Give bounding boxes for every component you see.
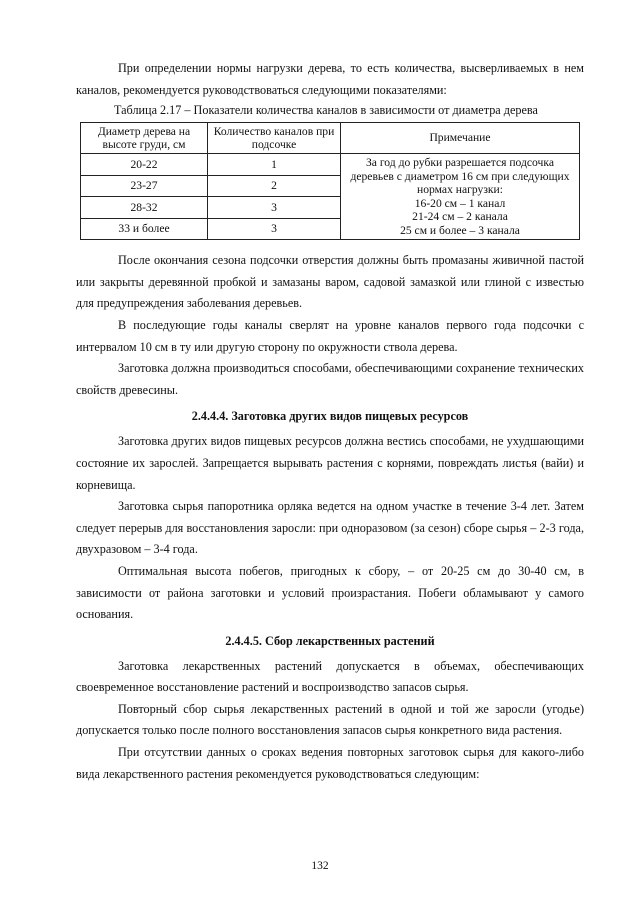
note-cell: [341, 154, 580, 240]
paragraph-no-data: При отсутствии данных о сроках ведения повторных заготовок сырья для какого-либо вида лекарственного растения рекомендуется руководствоваться следующим:: [76, 745, 584, 781]
diameter-cell: 20-22: [81, 154, 208, 176]
paragraph-drilling: В последующие годы каналы сверлят на уровне каналов первого года подсочки с интервалом 10 см в ту или другую сторону по окружности ствола дерева.: [76, 317, 584, 354]
paragraph-shoot-height: Оптимальная высота побегов, пригодных к сбору, – от 20-25 см до 30-40 см, в зависимости от района заготовки и условий произрастания. Побеги обламывают у самого основания.: [76, 563, 584, 622]
diameter-cell: 28-32: [81, 197, 208, 219]
paragraph-sealing: После окончания сезона подсочки отверстия должны быть промазаны живичной пастой или закрыты деревянной пробкой и замазаны варом, садовой замазкой или глиной с известью для предупреждения заболевания деревьев.: [76, 253, 584, 311]
page-number: 132: [311, 860, 329, 872]
paragraph-fern: Заготовка сырья папоротника орляка ведется на одном участке в течение 3-4 лет. Затем следует перерыв для восстановления заросли: при одноразовом (за сезон) сборе сырья – 2-3 года, двухразовом – 3-4 года.: [76, 499, 584, 557]
diameter-cell: 33 и более: [81, 218, 208, 240]
channels-cell: 3: [208, 218, 341, 240]
channels-cell: 3: [208, 197, 341, 219]
note-text: За год до рубки разрешается подсочка деревьев с диаметром 16 см при следующих нормах нагрузки:: [350, 156, 570, 197]
note-norm-2: 21-24 см – 2 канала: [412, 210, 508, 224]
section-heading-food-resources: 2.4.4.4. Заготовка других видов пищевых ресурсов: [191, 409, 469, 424]
paragraph-food-methods: Заготовка других видов пищевых ресурсов должна вестись способами, не ухудшающими состояние их зарослей. Запрещается вырывать растения с корнями, повреждать листья (вайи) и корневища.: [76, 434, 584, 492]
intro-paragraph: При определении нормы нагрузки дерева, то есть количества, высверливаемых в нем каналов, рекомендуется руководствоваться следующими показателями:: [76, 61, 584, 97]
header-note: Примечание: [341, 123, 580, 154]
document-page: [76, 58, 584, 785]
table-row: [81, 154, 580, 176]
header-channels: Количество каналов при подсочке: [208, 123, 341, 154]
channels-cell: 2: [208, 175, 341, 197]
note-norm-3: 25 см и более – 3 канала: [400, 223, 520, 237]
table-caption: Таблица 2.17 – Показатели количества каналов в зависимости от диаметра дерева: [114, 103, 538, 118]
table-header-row: [81, 123, 580, 154]
note-norm-1: 16-20 см – 1 канал: [414, 196, 506, 210]
diameter-cell: 23-27: [81, 175, 208, 197]
channels-cell: 1: [208, 154, 341, 176]
section-heading-medicinal-plants: 2.4.4.5. Сбор лекарственных растений: [225, 633, 435, 648]
channels-table: [80, 122, 580, 240]
paragraph-medicinal-volume: Заготовка лекарственных растений допускается в объемах, обеспечивающих своевременное восстановление растений и воспроизводство запасов сырья.: [76, 658, 584, 695]
paragraph-harvesting: Заготовка должна производиться способами, обеспечивающими сохранение технических свойств древесины.: [76, 361, 584, 397]
paragraph-repeat-collection: Повторный сбор сырья лекарственных растений в одной и той же заросли (угодье) допускается только после полного восстановления запасов сырья конкретного вида растения.: [76, 701, 584, 738]
header-diameter: Диаметр дерева на высоте груди, см: [81, 123, 208, 154]
